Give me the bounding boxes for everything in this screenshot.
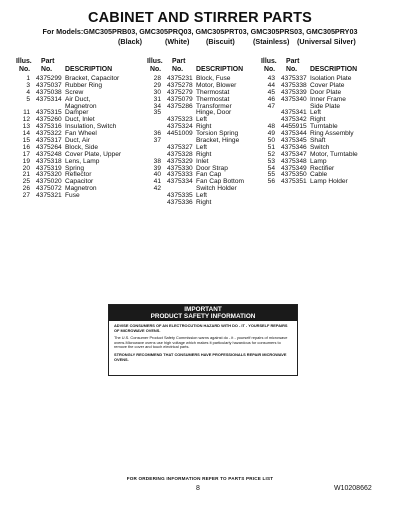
part-description: Shaft	[310, 137, 326, 145]
part-number: 4375314	[36, 95, 62, 103]
illus-number: 34	[153, 102, 161, 110]
document-number: W10208662	[334, 485, 372, 492]
illus-number: 39	[153, 164, 161, 172]
model-list: For Models:GMC305PRB03, GMC305PRQ03, GMC305PRT03, GMC305PRS03, GMC305PRY03	[42, 27, 358, 36]
part-description: Rubber Ring	[65, 81, 103, 89]
part-description: Bracket, Capacitor	[65, 75, 120, 82]
illus-number: 31	[153, 95, 161, 103]
illus-number: 28	[153, 75, 161, 82]
header-part: Part	[286, 58, 300, 65]
notice-heading	[109, 305, 297, 321]
notice-recommend: STRONGLY RECOMMEND THAT CONSUMERS HAVE PROFESSIONALS REPAIR MICROWAVE OVENS.	[114, 351, 287, 362]
part-description: Left	[196, 192, 207, 200]
illus-number: 44	[267, 81, 275, 89]
illus-number: 29	[153, 81, 161, 89]
part-description: Left	[196, 143, 207, 151]
part-number: 4375323	[167, 116, 193, 124]
part-number: 4375336	[167, 199, 193, 207]
part-number: 4375341	[281, 109, 307, 117]
header-part-no: No.	[172, 66, 184, 73]
part-description: Duct, Air	[65, 137, 90, 145]
illus-number: 55	[267, 171, 275, 179]
part-description: Torsion Spring	[196, 130, 239, 138]
part-number: 4375278	[167, 81, 193, 89]
part-number: 4451009	[167, 130, 193, 138]
part-number: 4375318	[36, 157, 62, 165]
part-description: Damper	[65, 109, 89, 117]
part-description: Right	[310, 116, 326, 124]
part-description: Cable	[310, 171, 328, 179]
part-description: Thermostat	[196, 88, 230, 96]
illus-number: 19	[22, 157, 30, 165]
part-description: Block, Fuse	[196, 75, 231, 82]
illus-number: 35	[153, 109, 161, 117]
part-number: 4375339	[281, 88, 307, 96]
part-description: Fan Cap Bottom	[196, 178, 245, 186]
part-number: 4375340	[281, 95, 307, 103]
header-part: Part	[172, 58, 186, 65]
variant-stainless: (Stainless)	[253, 37, 290, 46]
illus-number: 3	[26, 81, 30, 89]
header-illus: Illus.	[16, 58, 32, 65]
part-number: 4375350	[281, 171, 307, 179]
part-description: Magnetron	[65, 185, 97, 193]
part-number: 4375335	[167, 192, 193, 200]
part-number: 4375020	[36, 178, 62, 186]
part-description: Block, Side	[65, 143, 98, 151]
part-description: Ring Assembly	[310, 130, 354, 138]
part-description: Capacitor	[65, 178, 94, 186]
ordering-info-footer: FOR ORDERING INFORMATION REFER TO PARTS PRICE LIST	[126, 476, 274, 481]
illus-number: 47	[267, 102, 275, 110]
part-number: 4375327	[167, 143, 193, 151]
part-number: 4375342	[281, 116, 307, 124]
illus-number: 12	[22, 116, 30, 124]
illus-number: 15	[22, 137, 30, 145]
illus-number: 52	[267, 150, 275, 158]
illus-number: 54	[267, 164, 275, 172]
illus-number: 30	[153, 88, 161, 96]
part-description: Thermostat	[196, 95, 230, 103]
part-description: Inlet	[196, 157, 209, 165]
part-description: Fan Cap	[196, 171, 222, 179]
illus-number: 25	[22, 178, 30, 186]
header-part: Part	[41, 58, 55, 65]
part-number: 4375260	[36, 116, 62, 124]
illus-number: 13	[22, 123, 30, 131]
part-number: 4375038	[36, 88, 62, 96]
illus-number: 53	[267, 157, 275, 165]
illus-number: 56	[267, 178, 275, 186]
illus-number: 51	[267, 143, 275, 151]
part-number: 4375079	[167, 95, 193, 103]
part-number: 4375347	[281, 150, 307, 158]
illus-number: 16	[22, 143, 30, 151]
part-number: 4375299	[36, 75, 62, 82]
illus-number: 36	[153, 130, 161, 138]
part-number: 4375338	[281, 81, 307, 89]
part-description: Cover Plate	[310, 81, 345, 89]
part-description: Door Plate	[310, 88, 342, 96]
illus-number: 48	[267, 123, 275, 131]
header-illus-no: No.	[264, 66, 276, 73]
part-description: Magnetron	[65, 102, 97, 110]
part-number: 4375248	[36, 150, 62, 158]
header-part-no: No.	[286, 66, 298, 73]
part-number: 4375321	[36, 192, 62, 200]
part-number: 4375349	[281, 164, 307, 172]
illus-number: 11	[23, 109, 30, 117]
part-number: 4375319	[36, 164, 62, 172]
part-description: Hinge, Door	[196, 109, 232, 117]
illus-number: 50	[267, 137, 275, 145]
notice-advise: ADVISE CONSUMERS OF AN ELECTROCUTION HAZARD WITH DO - IT - YOURSELF REPAIRS OF MICROWAVE OVENS.	[114, 323, 288, 333]
part-number: 4375330	[167, 164, 193, 172]
illus-number: 41	[153, 178, 161, 186]
part-description: Transformer	[196, 102, 232, 110]
part-description: Motor, Blower	[196, 81, 237, 89]
page-title: CABINET AND STIRRER PARTS	[87, 10, 313, 26]
part-number: 4375351	[281, 178, 307, 186]
part-description: Switch	[310, 143, 330, 151]
illus-number: 38	[153, 157, 161, 165]
part-description: Screw	[65, 88, 84, 96]
header-illus: Illus.	[147, 58, 163, 65]
header-description: DESCRIPTION	[196, 66, 244, 73]
header-illus-no: No.	[19, 66, 31, 73]
part-description: Lamp	[310, 157, 327, 165]
part-number: 4375264	[36, 143, 62, 151]
illus-number: 5	[26, 95, 30, 103]
part-number: 4375344	[281, 130, 307, 138]
header-part-no: No.	[41, 66, 53, 73]
notice-warning: The U.S. Consumer Product Safety Commission warns against do - it - yourself repairs of microwave ovens.Microwave ovens use high voltage which makes it particularly hazardous for consumers to remove the cover and touch electrical parts.	[114, 335, 288, 350]
header-description: DESCRIPTION	[65, 66, 113, 73]
illus-number: 1	[26, 75, 30, 82]
part-description: Door Strap	[196, 164, 228, 172]
part-number: 4375324	[167, 123, 193, 131]
part-description: Reflector	[65, 171, 92, 179]
illus-number: 43	[267, 75, 275, 82]
part-description: Turntable	[310, 123, 338, 131]
part-description: Spring	[65, 164, 85, 172]
variant-universal-silver: (Universal Silver)	[297, 37, 356, 46]
header-description: DESCRIPTION	[310, 66, 358, 73]
part-number: 4375315	[36, 109, 62, 117]
part-description: Switch Holder	[196, 185, 237, 193]
variant-biscuit: (Biscuit)	[206, 37, 235, 46]
part-description: Lamp Holder	[310, 178, 348, 186]
part-description: Left	[310, 109, 321, 117]
illus-number: 46	[267, 95, 275, 103]
illus-number: 4	[26, 88, 30, 96]
part-description: Motor, Turntable	[310, 150, 358, 158]
notice-body	[109, 321, 297, 362]
part-description: Inner Frame	[310, 95, 346, 103]
part-number: 4375322	[36, 130, 62, 138]
illus-number: 42	[153, 185, 161, 193]
model-variants	[0, 37, 400, 47]
part-description: Insulation, Switch	[65, 123, 117, 131]
part-description: Right	[196, 123, 212, 131]
part-description: Bracket, Hinge	[196, 137, 240, 145]
part-description: Fuse	[65, 192, 80, 200]
part-description: Right	[196, 199, 212, 207]
part-number: 4375337	[281, 75, 307, 82]
part-number: 4375286	[167, 102, 193, 110]
part-number: 4375317	[36, 137, 62, 145]
illus-number: 17	[22, 150, 30, 158]
part-number: 4455915	[281, 123, 307, 131]
part-number: 4375320	[36, 171, 62, 179]
part-number: 4375037	[36, 81, 62, 89]
part-number: 4375334	[167, 178, 193, 186]
illus-number: 21	[22, 171, 30, 179]
part-description: Right	[196, 150, 212, 158]
illus-number: 26	[22, 185, 30, 193]
illus-number: 27	[22, 192, 30, 200]
safety-notice	[108, 304, 298, 376]
header-illus: Illus.	[261, 58, 277, 65]
part-description: Left	[196, 116, 207, 124]
header-illus-no: No.	[150, 66, 162, 73]
notice-heading-title: PRODUCT SAFETY INFORMATION	[150, 313, 256, 320]
variant-white: (White)	[165, 37, 190, 46]
notice-heading-important: IMPORTANT	[184, 306, 222, 313]
part-description: Cover Plate, Upper	[65, 150, 122, 158]
illus-number: 45	[267, 88, 275, 96]
illus-number: 20	[22, 164, 30, 172]
part-number: 4375348	[281, 157, 307, 165]
part-description: Duct, Inlet	[65, 116, 95, 124]
part-description: Lens, Lamp	[65, 157, 100, 165]
illus-number: 14	[22, 130, 30, 138]
part-description: Side Plate	[310, 102, 341, 110]
part-number: 4375072	[36, 185, 62, 193]
part-number: 4375231	[167, 75, 193, 82]
part-description: Fan Wheel	[65, 130, 97, 138]
part-number: 4375345	[281, 137, 307, 145]
variant-black: (Black)	[118, 37, 142, 46]
part-description: Isolation Plate	[310, 75, 352, 82]
part-number: 4375328	[167, 150, 193, 158]
illus-number: 40	[153, 171, 161, 179]
page-number: 8	[196, 485, 200, 492]
part-number: 4375329	[167, 157, 193, 165]
part-description: Rectifier	[310, 164, 335, 172]
part-number: 4375333	[167, 171, 193, 179]
part-description: Air Duct,	[65, 95, 91, 103]
part-number: 4375316	[36, 123, 62, 131]
illus-number: 49	[267, 130, 275, 138]
part-number: 4375279	[167, 88, 193, 96]
part-number: 4375346	[281, 143, 307, 151]
illus-number: 37	[153, 137, 161, 145]
